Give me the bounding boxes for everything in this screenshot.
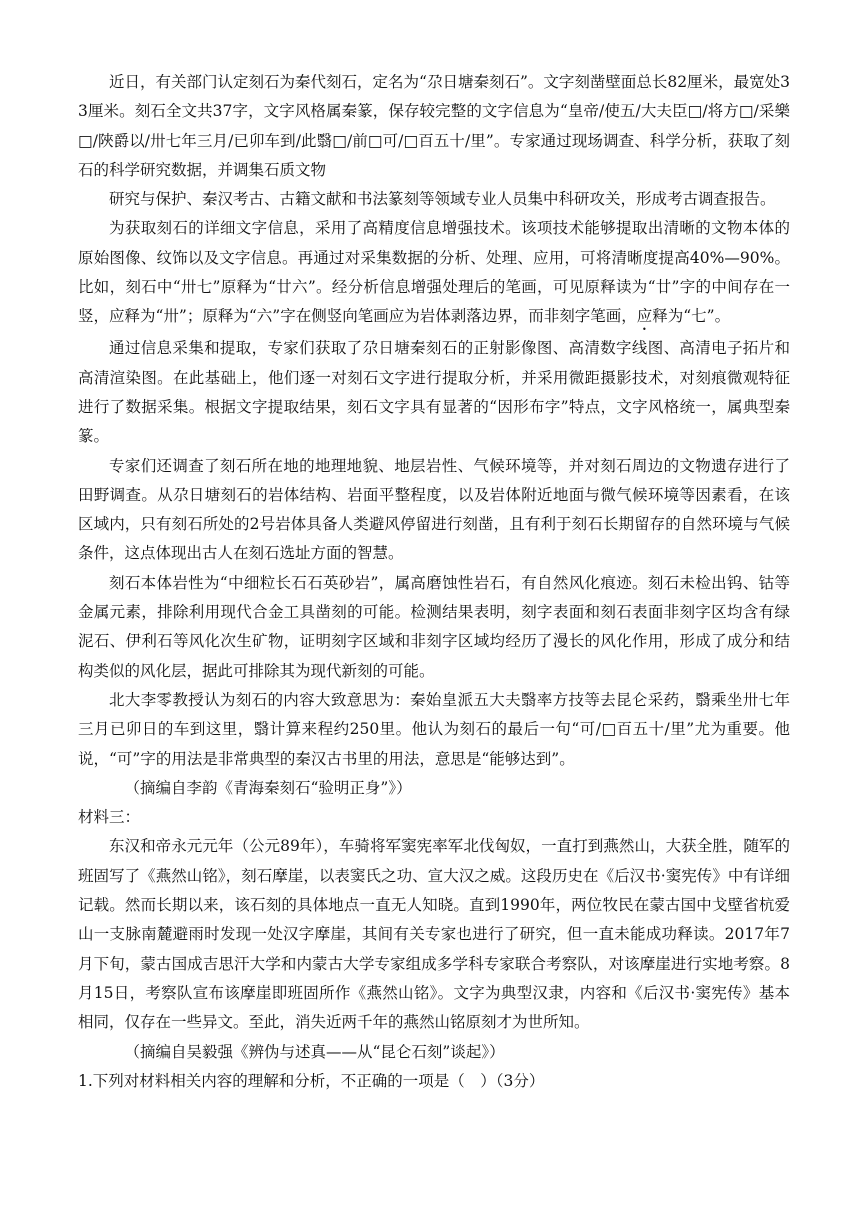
paragraph-3-tail: 释为“七”。 xyxy=(652,307,731,326)
material-three-heading: 材料三： xyxy=(78,808,141,827)
paragraph-4: 通过信息采集和提取，专家们获取了尕日塘秦刻石的正射影像图、高清数字线图、高清电子拓片和高清渲染图。在此基础上，他们逐一对刻石文字进行提取分析，并采用微距摄影技术，对刻痕微观特征进行了数据采集。根据文字提取结果，刻石文字具有显著的“因形布字”特点，文字风格统一，属典型秦篆。 xyxy=(78,339,790,446)
paragraph-5: 专家们还调查了刻石所在地的地理地貌、地层岩性、气候环境等，并对刻石周边的文物遗存进行了田野调查。从尕日塘刻石的岩体结构、岩面平整程度，以及岩体附近地面与微气候环境等因素看，在该区域内，只有刻石所处的2号岩体具备人类避风停留进行刻凿，且有利于刻石长期留存的自然环境与气候条件，这点体现出古人在刻石选址方面的智慧。 xyxy=(78,456,790,563)
paragraph-3-text: 为获取刻石的详细文字信息，采用了高精度信息增强技术。该项技术能够提取出清晰的文物本体的原始图像、纹饰以及文字信息。再通过对采集数据的分析、处理、应用，可将清晰度提高40%—90%。比如，刻石中“卅七”原释为“廿六”。经分析信息增强处理后的笔画，可见原释读为“廿”字的中间存在一竖，应释为“卅”；原释为“六”字在侧竖向笔画应为岩体剥落边界，而非刻字笔画， xyxy=(78,219,790,326)
emphasis-dot-char: 应 xyxy=(636,307,653,326)
source-citation-2: （摘编自吴毅强《辨伪与述真——从“昆仑石刻”谈起》） xyxy=(124,1042,505,1061)
paragraph-3 xyxy=(78,214,790,334)
source-citation-1: （摘编自李韵《青海秦刻石“验明正身”》） xyxy=(124,778,412,797)
paragraph-2: 研究与保护、秦汉考古、古籍文献和书法篆刻等领域专业人员集中科研攻关，形成考古调查报告。 xyxy=(109,190,776,209)
paragraph-8: 东汉和帝永元元年（公元89年），车骑将军窦宪率军北伐匈奴，一直打到燕然山，大获全胜，随军的班固写了《燕然山铭》，刻石摩崖，以表窦氏之功、宣大汉之威。这段历史在《后汉书·窦宪传》中有详细记载。然而长期以来，该石刻的具体地点一直无人知晓。直到1990年，两位牧民在蒙古国中戈壁省杭爱山一支脉南麓避雨时发现一处汉字摩崖，其间有关专家也进行了研究，但一直未能成功释读。2017年7月下旬，蒙古国成吉思汗大学和内蒙古大学专家组成多学科专家联合考察队，对该摩崖进行实地考察。8月15日，考察队宣布该摩崖即班固所作《燕然山铭》。文字为典型汉隶，内容和《后汉书·窦宪传》基本相同，仅存在一些异文。至此，消失近两千年的燕然山铭原刻才为世所知。 xyxy=(78,837,790,1032)
paragraph-6: 刻石本体岩性为“中细粒长石石英砂岩”，属高磨蚀性岩石，有自然风化痕迹。刻石未检出钨、钴等金属元素，排除利用现代合金工具凿刻的可能。检测结果表明，刻字表面和刻石表面非刻字区均含有绿泥石、伊利石等风化次生矿物，证明刻字区域和非刻字区域均经历了漫长的风化作用，形成了成分和结构类似的风化层，据此可排除其为现代新刻的可能。 xyxy=(78,573,790,680)
document-body xyxy=(78,68,790,1096)
question-1: 1.下列对材料相关内容的理解和分析，不正确的一项是（ ）（3分） xyxy=(78,1071,545,1090)
paragraph-1: 近日，有关部门认定刻石为秦代刻石，定名为“尕日塘秦刻石”。文字刻凿壁面总长82厘米，最宽处33厘米。刻石全文共37字，文字风格属秦篆，保存较完整的文字信息为“皇帝/使五/大夫臣□/将方□/采樂□/陜爵以/卅七年三月/已卯车到/此翳□/前□可/□百五十/里”。专家通过现场调查、科学分析，获取了刻石的科学研究数据，并调集石质文物 xyxy=(78,73,790,179)
paragraph-7: 北大李零教授认为刻石的内容大致意思为：秦始皇派五大夫翳率方技等去昆仑采药，翳乘坐卅七年三月已卯日的车到这里，翳计算来程约250里。他认为刻石的最后一句“可/□百五十/里”尤为重要。他说，“可”字的用法是非常典型的秦汉古书里的用法，意思是“能够达到”。 xyxy=(78,690,790,768)
